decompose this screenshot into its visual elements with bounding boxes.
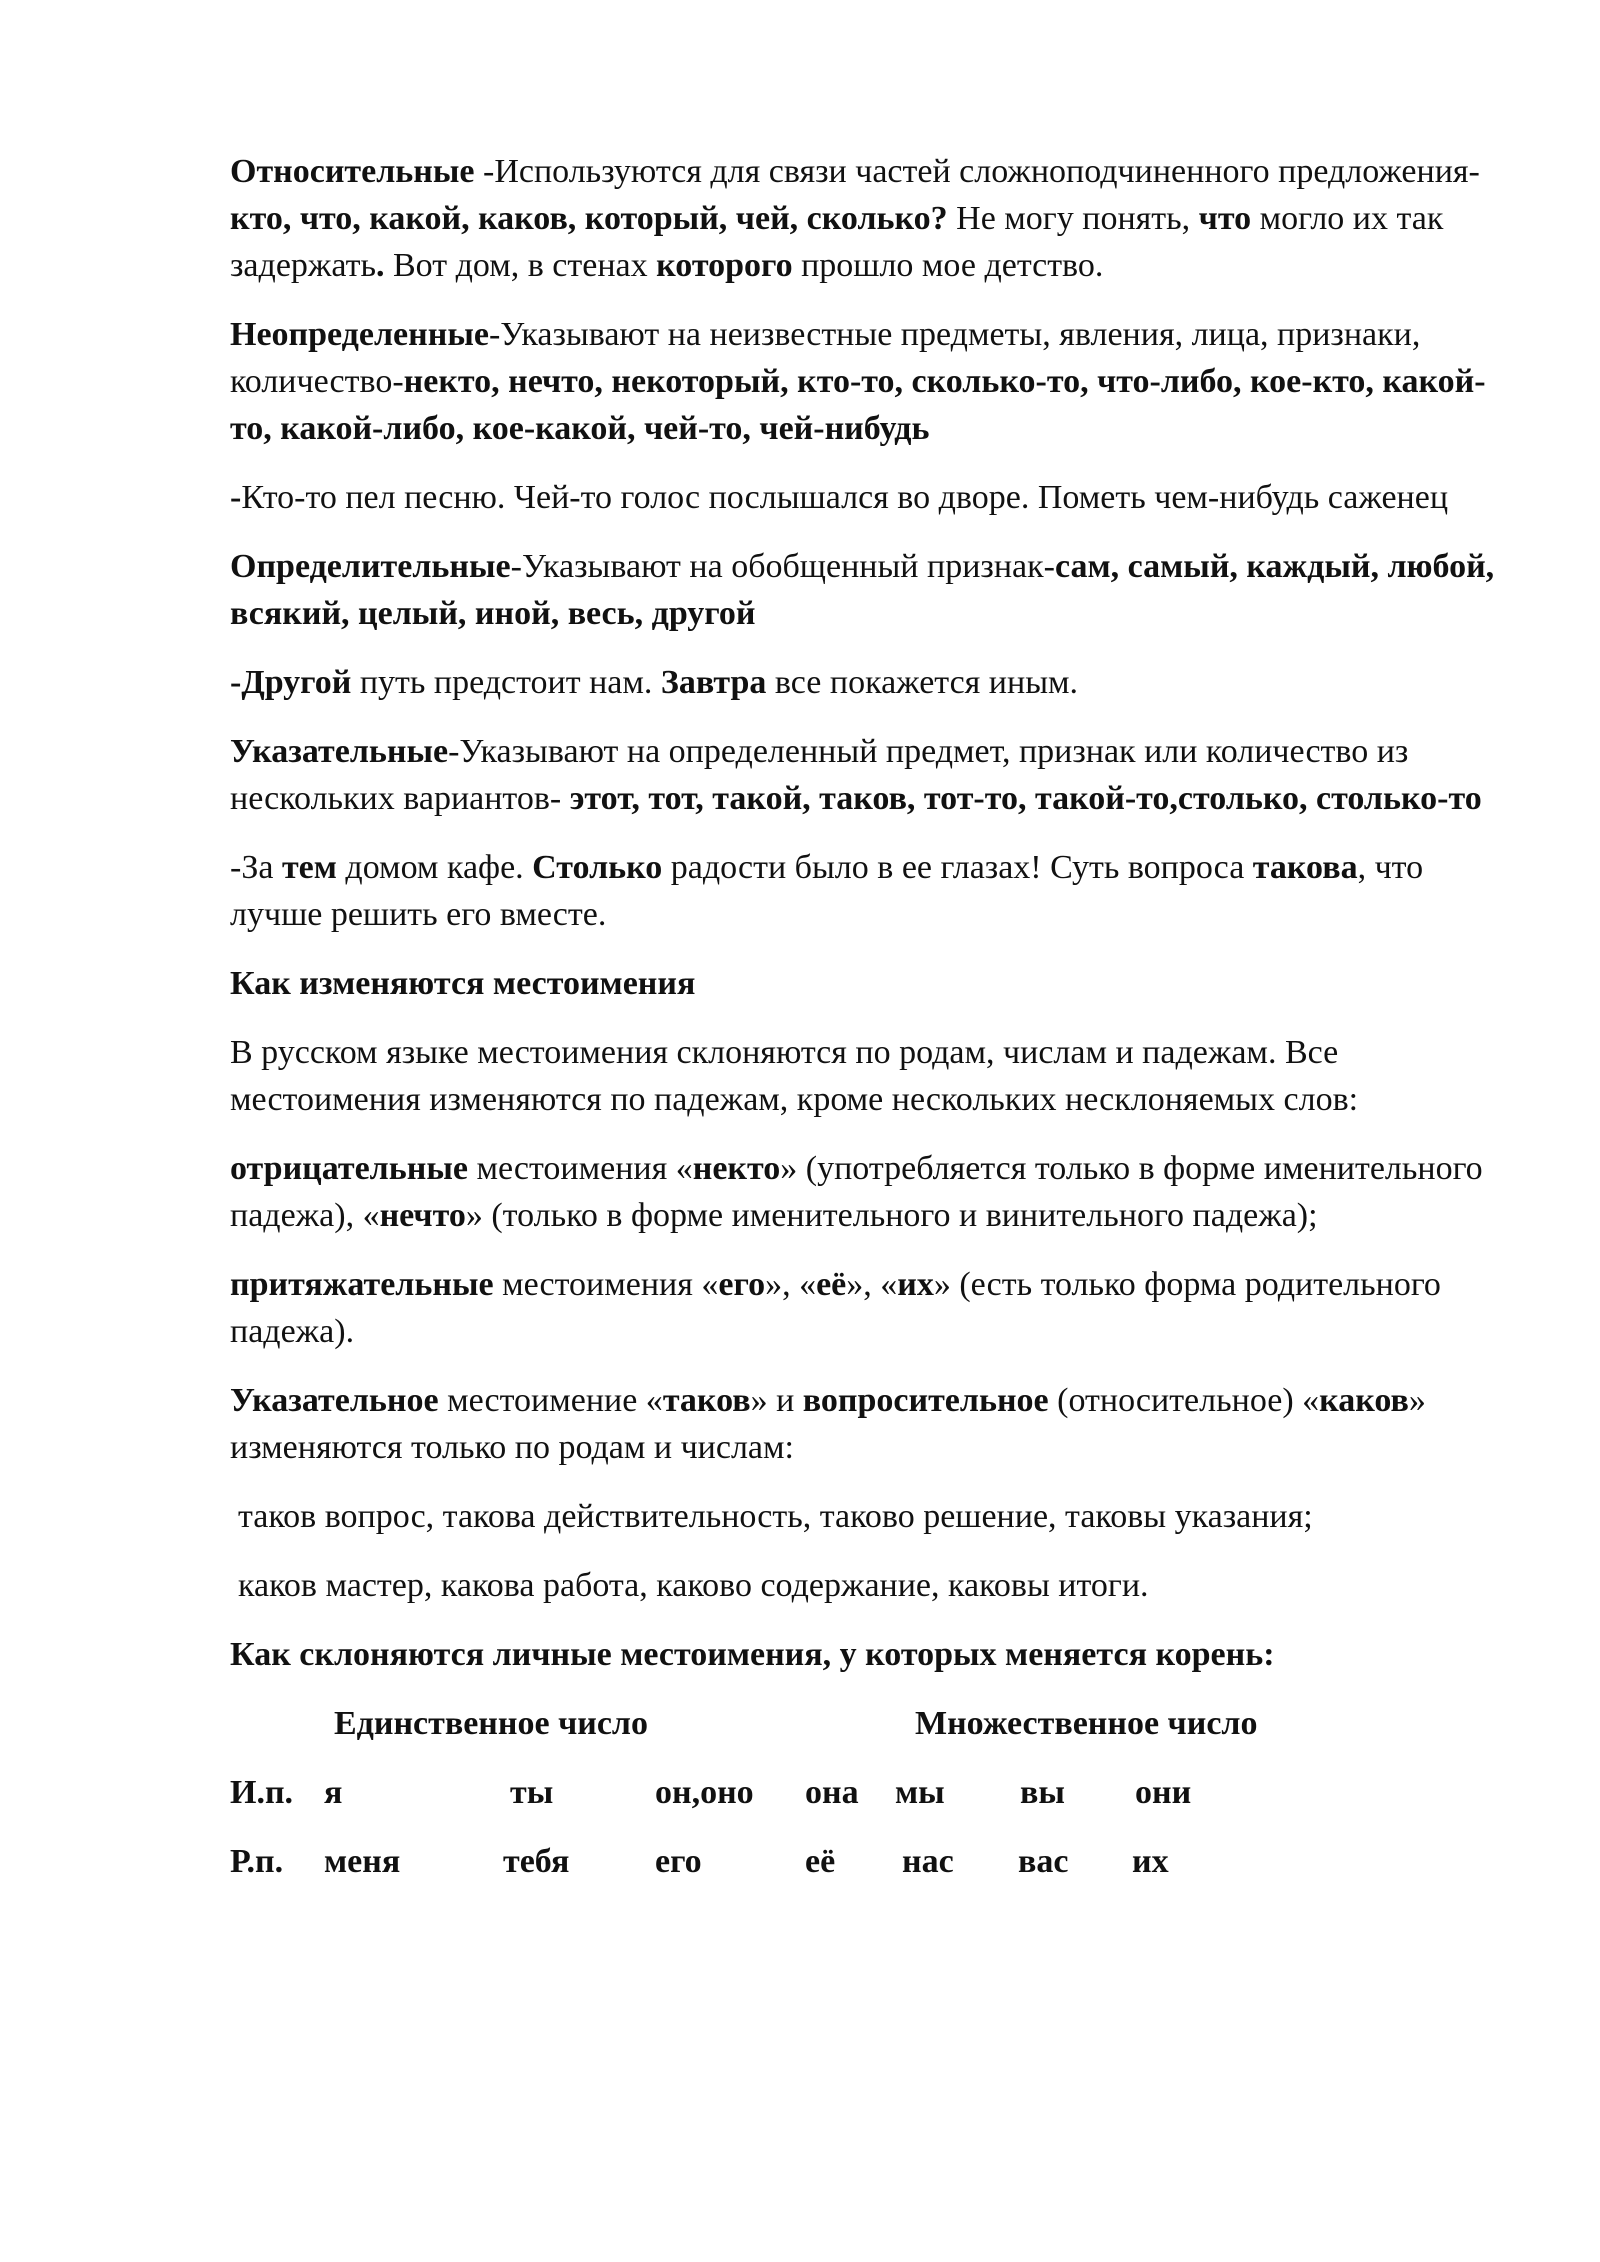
- table-cell: я: [324, 1774, 343, 1811]
- paragraph-negative: [230, 1145, 1500, 1239]
- text: » и: [750, 1382, 803, 1419]
- paragraph-relative: [230, 148, 1500, 289]
- table-cell: она: [805, 1774, 859, 1811]
- text: -Используются для связи частей сложноподчиненного предложения-: [474, 153, 1480, 190]
- text: Вот дом, в стенах: [384, 247, 657, 284]
- term: некто: [692, 1150, 781, 1187]
- column-group-plural: Множественное число: [915, 1705, 1258, 1742]
- table-cell: тебя: [503, 1843, 570, 1880]
- term: его: [718, 1266, 766, 1303]
- term: некто, нечто, некоторый, кто-то, сколько-то, что-либо, кое-кто, какой-то, какой-либо, кое-какой, чей-то, чей-нибудь: [230, 363, 1486, 447]
- paragraph-possessive: [230, 1261, 1500, 1355]
- paragraph-attributive: [230, 543, 1500, 637]
- section-heading: Как склоняются личные местоимения, у которых меняется корень:: [230, 1636, 1275, 1673]
- text: местоимения «: [467, 1150, 693, 1187]
- table-cell: ты: [510, 1774, 554, 1811]
- column-group-singular: Единственное число: [334, 1705, 649, 1742]
- term: -: [230, 479, 242, 516]
- term: вопросительное: [802, 1382, 1049, 1419]
- term: отрицательные: [230, 1150, 468, 1187]
- table-cell: он,оно: [655, 1774, 754, 1811]
- term: Неопределенные: [230, 316, 489, 353]
- text: » (есть только форма родительного падежа).: [230, 1266, 1441, 1350]
- text: (относительное) «: [1048, 1382, 1320, 1419]
- term: нечто: [379, 1197, 466, 1234]
- declension-table-header: [230, 1700, 1500, 1747]
- case-label: Р.п.: [230, 1843, 284, 1880]
- table-row: [230, 1769, 1500, 1816]
- term: каков: [1319, 1382, 1409, 1419]
- term: тем: [281, 849, 337, 886]
- term: её: [816, 1266, 847, 1303]
- table-cell: вас: [1018, 1843, 1069, 1880]
- paragraph-demonstrative-examples: [230, 844, 1500, 938]
- term: Указательное: [230, 1382, 439, 1419]
- paragraph-indefinite: [230, 311, 1500, 452]
- paragraph-demonstrative: [230, 728, 1500, 822]
- table-cell: вы: [1020, 1774, 1065, 1811]
- paragraph-indefinite-examples: [230, 474, 1500, 521]
- table-cell: её: [805, 1843, 836, 1880]
- term: таков: [662, 1382, 751, 1419]
- section-heading: Как изменяются местоимения: [230, 965, 696, 1002]
- text: » (употребляется только в форме именительного падежа), «: [230, 1150, 1483, 1234]
- text: -Указывают на обобщенный признак-: [510, 548, 1055, 585]
- table-cell: меня: [324, 1843, 401, 1880]
- text: », «: [846, 1266, 898, 1303]
- text: все покажется иным.: [766, 664, 1079, 701]
- term: которого: [656, 247, 793, 284]
- text: прошло мое детство.: [792, 247, 1104, 284]
- text: домом кафе.: [336, 849, 533, 886]
- term: этот, тот, такой, таков, тот-то, такой-то,столько, столько-то: [569, 780, 1482, 817]
- term: .: [375, 247, 385, 284]
- example-line-kakov: каков мастер, какова работа, каково содержание, каковы итоги.: [238, 1567, 1149, 1604]
- term: Относительные: [230, 153, 475, 190]
- table-cell: его: [655, 1843, 702, 1880]
- term: -Другой: [230, 664, 352, 701]
- text: » изменяются только по родам и числам:: [230, 1382, 1426, 1466]
- text: -Указывают на определенный предмет, признак или количество из нескольких вариантов-: [230, 733, 1409, 817]
- example-line-takov: таков вопрос, такова действительность, таково решение, таковы указания;: [238, 1498, 1313, 1535]
- table-cell: нас: [902, 1843, 954, 1880]
- term: сам, самый, каждый, любой, всякий, целый, иной, весь, другой: [230, 548, 1495, 632]
- text: Не могу понять,: [947, 200, 1199, 237]
- paragraph-attributive-examples: [230, 659, 1500, 706]
- term: Указательные: [230, 733, 449, 770]
- text: путь предстоит нам.: [351, 664, 661, 701]
- document-page: [230, 148, 1500, 1907]
- table-cell: их: [1132, 1843, 1169, 1880]
- text: радости было в ее глазах! Суть вопроса: [662, 849, 1253, 886]
- term: Столько: [532, 849, 663, 886]
- term: кто, что, какой, каков, который, чей, сколько?: [230, 200, 948, 237]
- term: их: [897, 1266, 934, 1303]
- term: Определительные: [230, 548, 511, 585]
- text: могло их так задержать: [230, 200, 1444, 284]
- text: местоимение «: [438, 1382, 663, 1419]
- term: такова: [1252, 849, 1358, 886]
- text: , что лучше решить его вместе.: [230, 849, 1424, 933]
- term: Завтра: [660, 664, 767, 701]
- term: притяжательные: [230, 1266, 494, 1303]
- text: » (только в форме именительного и винительного падежа);: [465, 1197, 1318, 1234]
- table-cell: они: [1135, 1774, 1192, 1811]
- table-cell: мы: [895, 1774, 945, 1811]
- text: -Указывают на неизвестные предметы, явления, лица, признаки, количество-: [230, 316, 1421, 400]
- term: что: [1198, 200, 1252, 237]
- text: », «: [765, 1266, 817, 1303]
- text: Кто-то пел песню. Чей-то голос послышался во дворе. Пометь чем-нибудь саженец: [241, 479, 1449, 516]
- table-row: [230, 1838, 1500, 1885]
- text: -За: [230, 849, 282, 886]
- paragraph-declension-intro: В русском языке местоимения склоняются по родам, числам и падежам. Все местоимения изменяются по падежам, кроме нескольких несклоняемых слов:: [230, 1034, 1359, 1118]
- case-label: И.п.: [230, 1774, 294, 1811]
- text: местоимения «: [493, 1266, 719, 1303]
- paragraph-demonstrative-interrogative: [230, 1377, 1500, 1471]
